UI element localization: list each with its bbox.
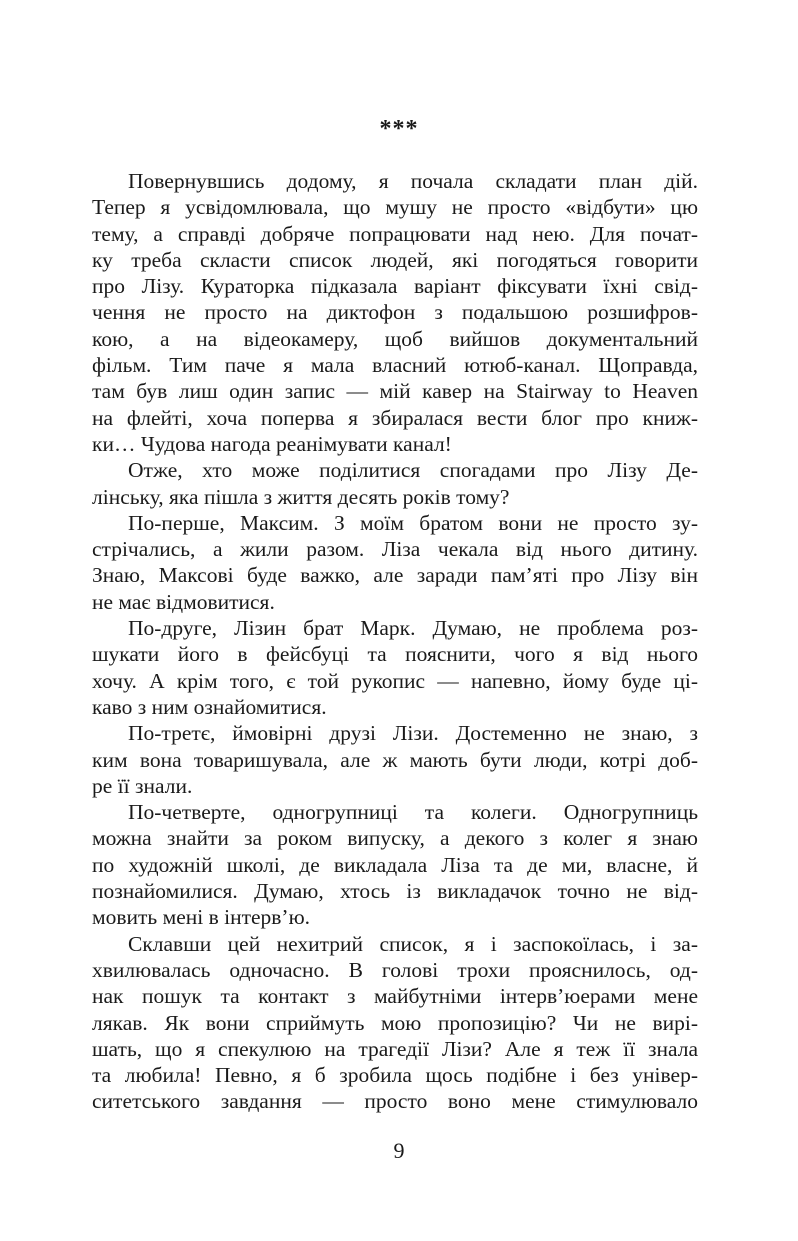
text-line: ким вона товаришувала, але ж мають бути люди, котрі доб-	[92, 747, 698, 772]
text-line: шукати його в фейсбуці та пояснити, чого я від нього	[92, 642, 698, 667]
text-line: тему, а справді добряче попрацювати над нею. Для почат-	[92, 221, 698, 246]
text-line: Тепер я усвідомлювала, що мушу не просто «відбути» цю	[92, 195, 698, 220]
text-line: Склавши цей нехитрий список, я і заспокоїлась, і за-	[128, 931, 698, 956]
paragraph	[92, 720, 698, 799]
text-line: лінську, яка пішла з життя десять років тому?	[92, 484, 510, 509]
text-line: хвилювалась одночасно. В голові трохи прояснилось, од-	[92, 957, 698, 982]
text-line: про Лізу. Кураторка підказала варіант фіксувати їхні свід-	[92, 274, 698, 299]
text-line: По-четверте, одногрупниці та колеги. Одногрупниць	[128, 800, 698, 825]
text-line: мовить мені в інтерв’ю.	[92, 905, 311, 930]
paragraph	[92, 615, 698, 720]
text-line: на флейті, хоча поперва я збиралася вести блог про книж-	[92, 405, 698, 430]
text-line: кою, а на відеокамеру, щоб вийшов документальний	[92, 326, 698, 351]
text-line: Отже, хто може поділитися спогадами про Лізу Де-	[128, 458, 698, 483]
text-line: ки… Чудова нагода реанімувати канал!	[92, 431, 452, 456]
text-line: не має відмовитися.	[92, 589, 275, 614]
body-text	[92, 168, 698, 1115]
paragraph	[92, 457, 698, 510]
text-line: Знаю, Максові буде важко, але заради пам’яті про Лізу він	[92, 563, 698, 588]
text-line: каво з ним ознайомитися.	[92, 694, 327, 719]
text-line: фільм. Тим паче я мала власний ютюб-канал. Щоправда,	[92, 353, 698, 378]
text-line: можна знайти за роком випуску, а декого з колег я знаю	[92, 826, 698, 851]
paragraph	[92, 931, 698, 1115]
text-line: та любила! Певно, я б зробила щось подібне і без універ-	[92, 1063, 698, 1088]
text-line: познайомилися. Думаю, хтось із викладачок точно не від-	[92, 879, 698, 904]
text-line: Повернувшись додому, я почала складати план дій.	[128, 169, 698, 193]
text-line: нак пошук та контакт з майбутніми інтерв’юерами мене	[92, 984, 698, 1009]
paragraph	[92, 799, 698, 930]
text-line: По-друге, Лізин брат Марк. Думаю, не проблема роз-	[128, 616, 698, 641]
text-line: шать, що я спекулюю на трагедії Лізи? Але я теж її знала	[92, 1036, 698, 1061]
text-line: стрічались, а жили разом. Ліза чекала від нього дитину.	[92, 537, 698, 562]
text-line: ку треба скласти список людей, які погодяться говорити	[92, 247, 698, 272]
text-line: там був лиш один запис — мій кавер на Stairway to Heaven	[92, 379, 698, 404]
text-line: ситетського завдання — просто воно мене стимулювало	[92, 1089, 698, 1114]
text-line: чення не просто на диктофон з подальшою розшифров-	[92, 300, 698, 325]
paragraph	[92, 168, 698, 457]
text-line: лякав. Як вони сприймуть мою пропозицію? Чи не вирі-	[92, 1010, 698, 1035]
page-number: 9	[393, 1138, 405, 1163]
text-line: по художній школі, де викладала Ліза та де ми, власне, й	[92, 852, 698, 877]
text-line: По-перше, Максим. З моїм братом вони не просто зу-	[128, 510, 698, 535]
text-line: ре її знали.	[92, 773, 193, 798]
text-line: По-третє, ймовірні друзі Лізи. Достеменно не знаю, з	[128, 721, 698, 746]
paragraph	[92, 510, 698, 615]
section-separator: ***	[379, 116, 419, 142]
text-line: хочу. А крім того, є той рукопис — напевно, йому буде ці-	[92, 668, 698, 693]
